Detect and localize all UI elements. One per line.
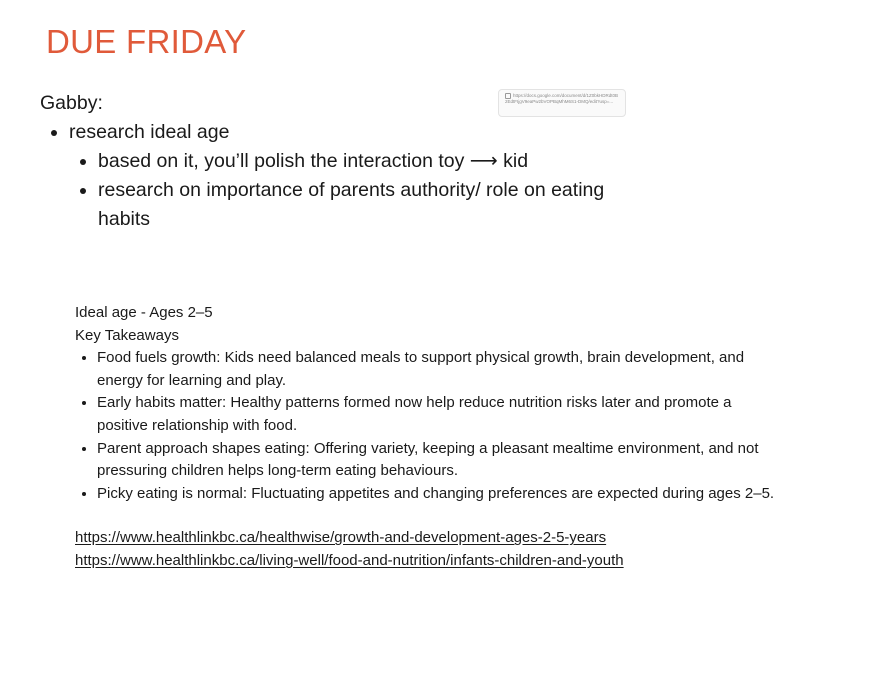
- notes-subheading: Key Takeaways: [75, 326, 179, 344]
- subtask-item: [98, 147, 629, 176]
- link-preview-card[interactable]: [498, 89, 626, 117]
- takeaway-item: • Picky eating is normal: Fluctuating appetites and changing preferences are expected during ages 2–5.: [97, 483, 775, 506]
- notes-block: [75, 302, 775, 573]
- task-item: [69, 118, 629, 234]
- subtask-label: research on importance of parents authority/ role on eating habits: [98, 179, 605, 230]
- notes-heading: Ideal age - Ages 2–5: [75, 304, 213, 321]
- assignee-name: Gabby:: [40, 92, 103, 114]
- subtask-list: [69, 147, 629, 234]
- subtask-item: [98, 176, 629, 234]
- subtask-label: based on it, you’ll polish the interaction toy ⟶ kid: [98, 150, 529, 172]
- reference-links: [75, 527, 775, 572]
- task-list: [40, 118, 629, 234]
- link-preview-url[interactable]: https://docs.google.com/document/d/1Z0bkHDRdt0B2EdtFIjgV9eaPw2bVOPBqMhM6S1-DMQ/edit?usp=...: [505, 93, 619, 104]
- takeaways-list: [75, 347, 775, 505]
- takeaway-item: • Food fuels growth: Kids need balanced meals to support physical growth, brain development, and energy for learning and play.: [97, 347, 775, 392]
- reference-link[interactable]: https://www.healthlinkbc.ca/healthwise/growth-and-development-ages-2-5-years: [75, 529, 607, 547]
- page-title: DUE FRIDAY: [46, 23, 247, 60]
- task-label: research ideal age: [69, 121, 230, 143]
- takeaway-item: • Early habits matter: Healthy patterns formed now help reduce nutrition risks later and promote a positive relationship with food.: [97, 392, 775, 437]
- reference-link[interactable]: https://www.healthlinkbc.ca/living-well/food-and-nutrition/infants-children-and-youth: [75, 551, 624, 569]
- takeaway-item: • Parent approach shapes eating: Offering variety, keeping a pleasant mealtime environment, and not pressuring children helps long-term eating behaviours.: [97, 438, 775, 483]
